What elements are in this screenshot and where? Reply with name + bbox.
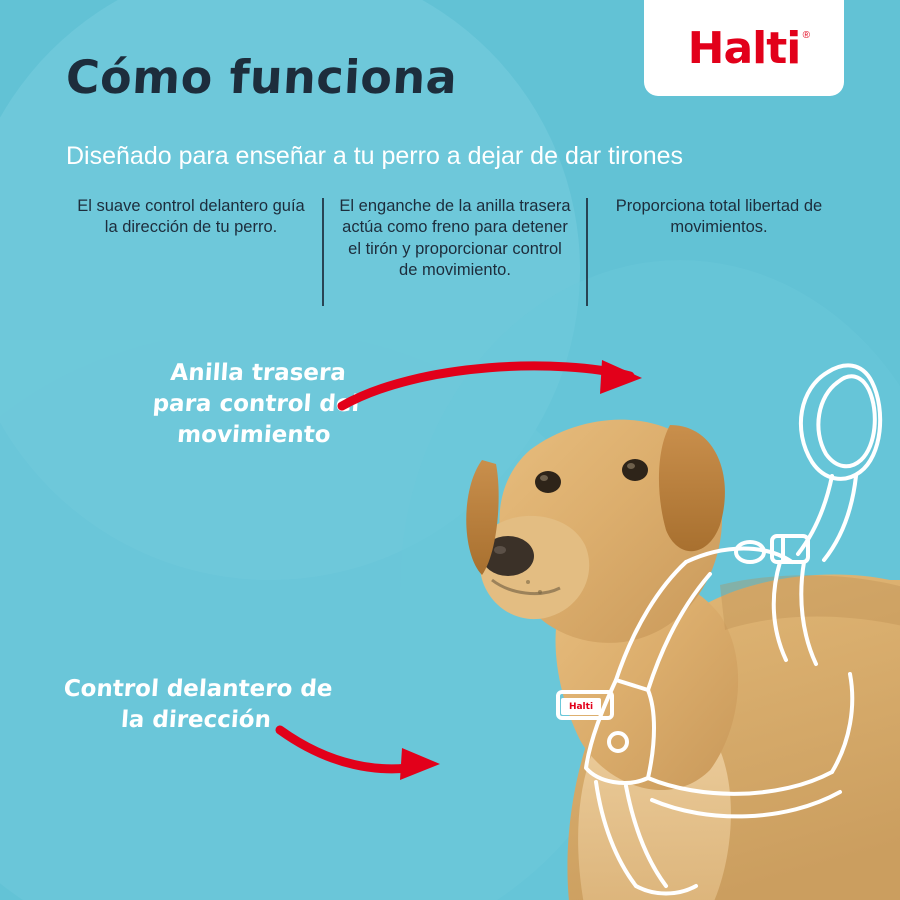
page-title: Cómo funciona — [64, 50, 459, 104]
feature-columns — [60, 196, 850, 306]
feature-column-1: El suave control delantero guía la dirección de tu perro. — [77, 197, 305, 237]
harness-brand-tag: Halti — [561, 698, 601, 715]
feature-column-3: Proporciona total libertad de movimientos. — [615, 197, 823, 237]
column-divider-2 — [586, 198, 588, 306]
registered-trademark-icon: ® — [802, 30, 810, 41]
callout-front-control: Control delantero de la dirección — [62, 676, 334, 734]
column-divider-1 — [322, 198, 324, 306]
brand-logo-text: Halti — [687, 22, 801, 74]
page-subtitle: Diseñado para enseñar a tu perro a dejar de dar tirones — [66, 142, 684, 170]
brand-logo — [644, 0, 844, 96]
feature-column-2: El enganche de la anilla trasera actúa como freno para detener el tirón y proporcionar control de movimiento. — [339, 197, 571, 280]
callout-rear-ring: Anilla trasera para control del movimiento — [151, 360, 361, 449]
harness-illustration — [420, 330, 900, 900]
